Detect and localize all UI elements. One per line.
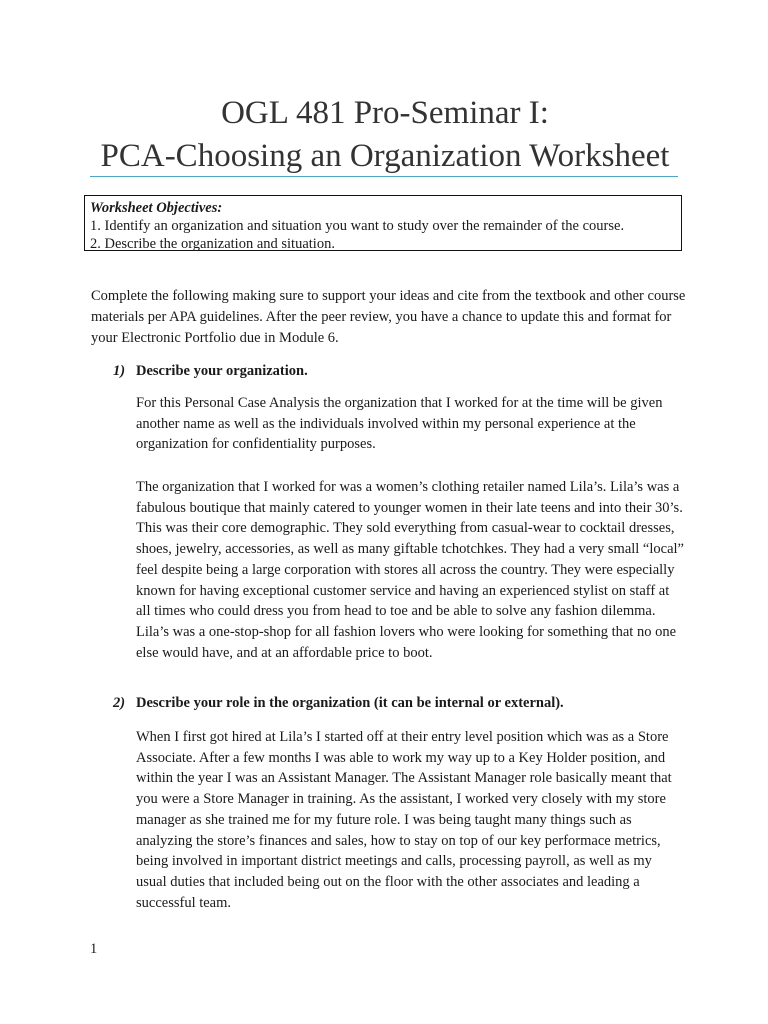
question-2: [113, 693, 564, 713]
title-line-2: PCA-Choosing an Organization Worksheet: [100, 138, 670, 174]
intro-paragraph: [91, 286, 686, 349]
objective-item: 1. Identify an organization and situation you want to study over the remainder of the course.: [90, 218, 625, 234]
question-prompt: Describe your role in the organization (it can be internal or external).: [136, 695, 564, 711]
answer-text: For this Personal Case Analysis the organization that I worked for at the time will be given another name as well as the individuals involved within my personal experience at the organization for confidentiality purposes.: [136, 395, 663, 453]
answer-text: The organization that I worked for was a women’s clothing retailer named Lila’s. Lila’s was a fabulous boutique that mainly catered to younger women in their late teens and into their 30’s. This was their core demographic. They sold everything from casual-wear to cocktail dresses, shoes, jewelry, accessories, as well as many giftable tchotchkes. They had a very small “local” feel despite being a large corporation with stores all across the country. They were especially known for having exceptional customer service and having an experienced stylist on staff at all times who could dress you from head to toe and be able to solve any fashion dilemma. Lila’s was a one-stop-shop for all fashion lovers who were looking for something that no one else would have, and at an affordable price to boot.: [136, 479, 684, 661]
intro-text: Complete the following making sure to support your ideas and cite from the textbook and other course materials per APA guidelines. After the peer review, you have a chance to update this and format for your Electronic Portfolio due in Module 6.: [91, 288, 686, 346]
answer-1-paragraph-1: [136, 393, 684, 455]
page-number: 1: [90, 941, 98, 957]
answer-2-paragraph-1: [136, 727, 684, 913]
objective-item: 2. Describe the organization and situation.: [90, 236, 335, 252]
question-1: [113, 361, 308, 381]
objectives-heading: Worksheet Objectives:: [90, 200, 223, 216]
question-number: 2): [113, 695, 126, 711]
question-number: 1): [113, 363, 126, 379]
objectives-box: [84, 195, 682, 251]
question-prompt: Describe your organization.: [136, 363, 308, 379]
page-title: [90, 92, 680, 178]
title-line-1: OGL 481 Pro-Seminar I:: [221, 95, 549, 131]
answer-1-paragraph-2: [136, 477, 684, 663]
title-divider: [90, 176, 678, 177]
answer-text: When I first got hired at Lila’s I started off at their entry level position which was as a Store Associate. After a few months I was able to work my way up to a Key Holder position, and within the year I was an Assistant Manager. The Assistant Manager role basically meant that you were a Store Manager in training. As the assistant, I worked very closely with my store manager as she trained me for my future role. I was being taught many things such as analyzing the store’s finances and sales, how to stay on top of our key performace metrics, being involved in important district meetings and calls, processing payroll, as well as my usual duties that included being out on the floor with the other associates and leading a successful team.: [136, 729, 672, 911]
